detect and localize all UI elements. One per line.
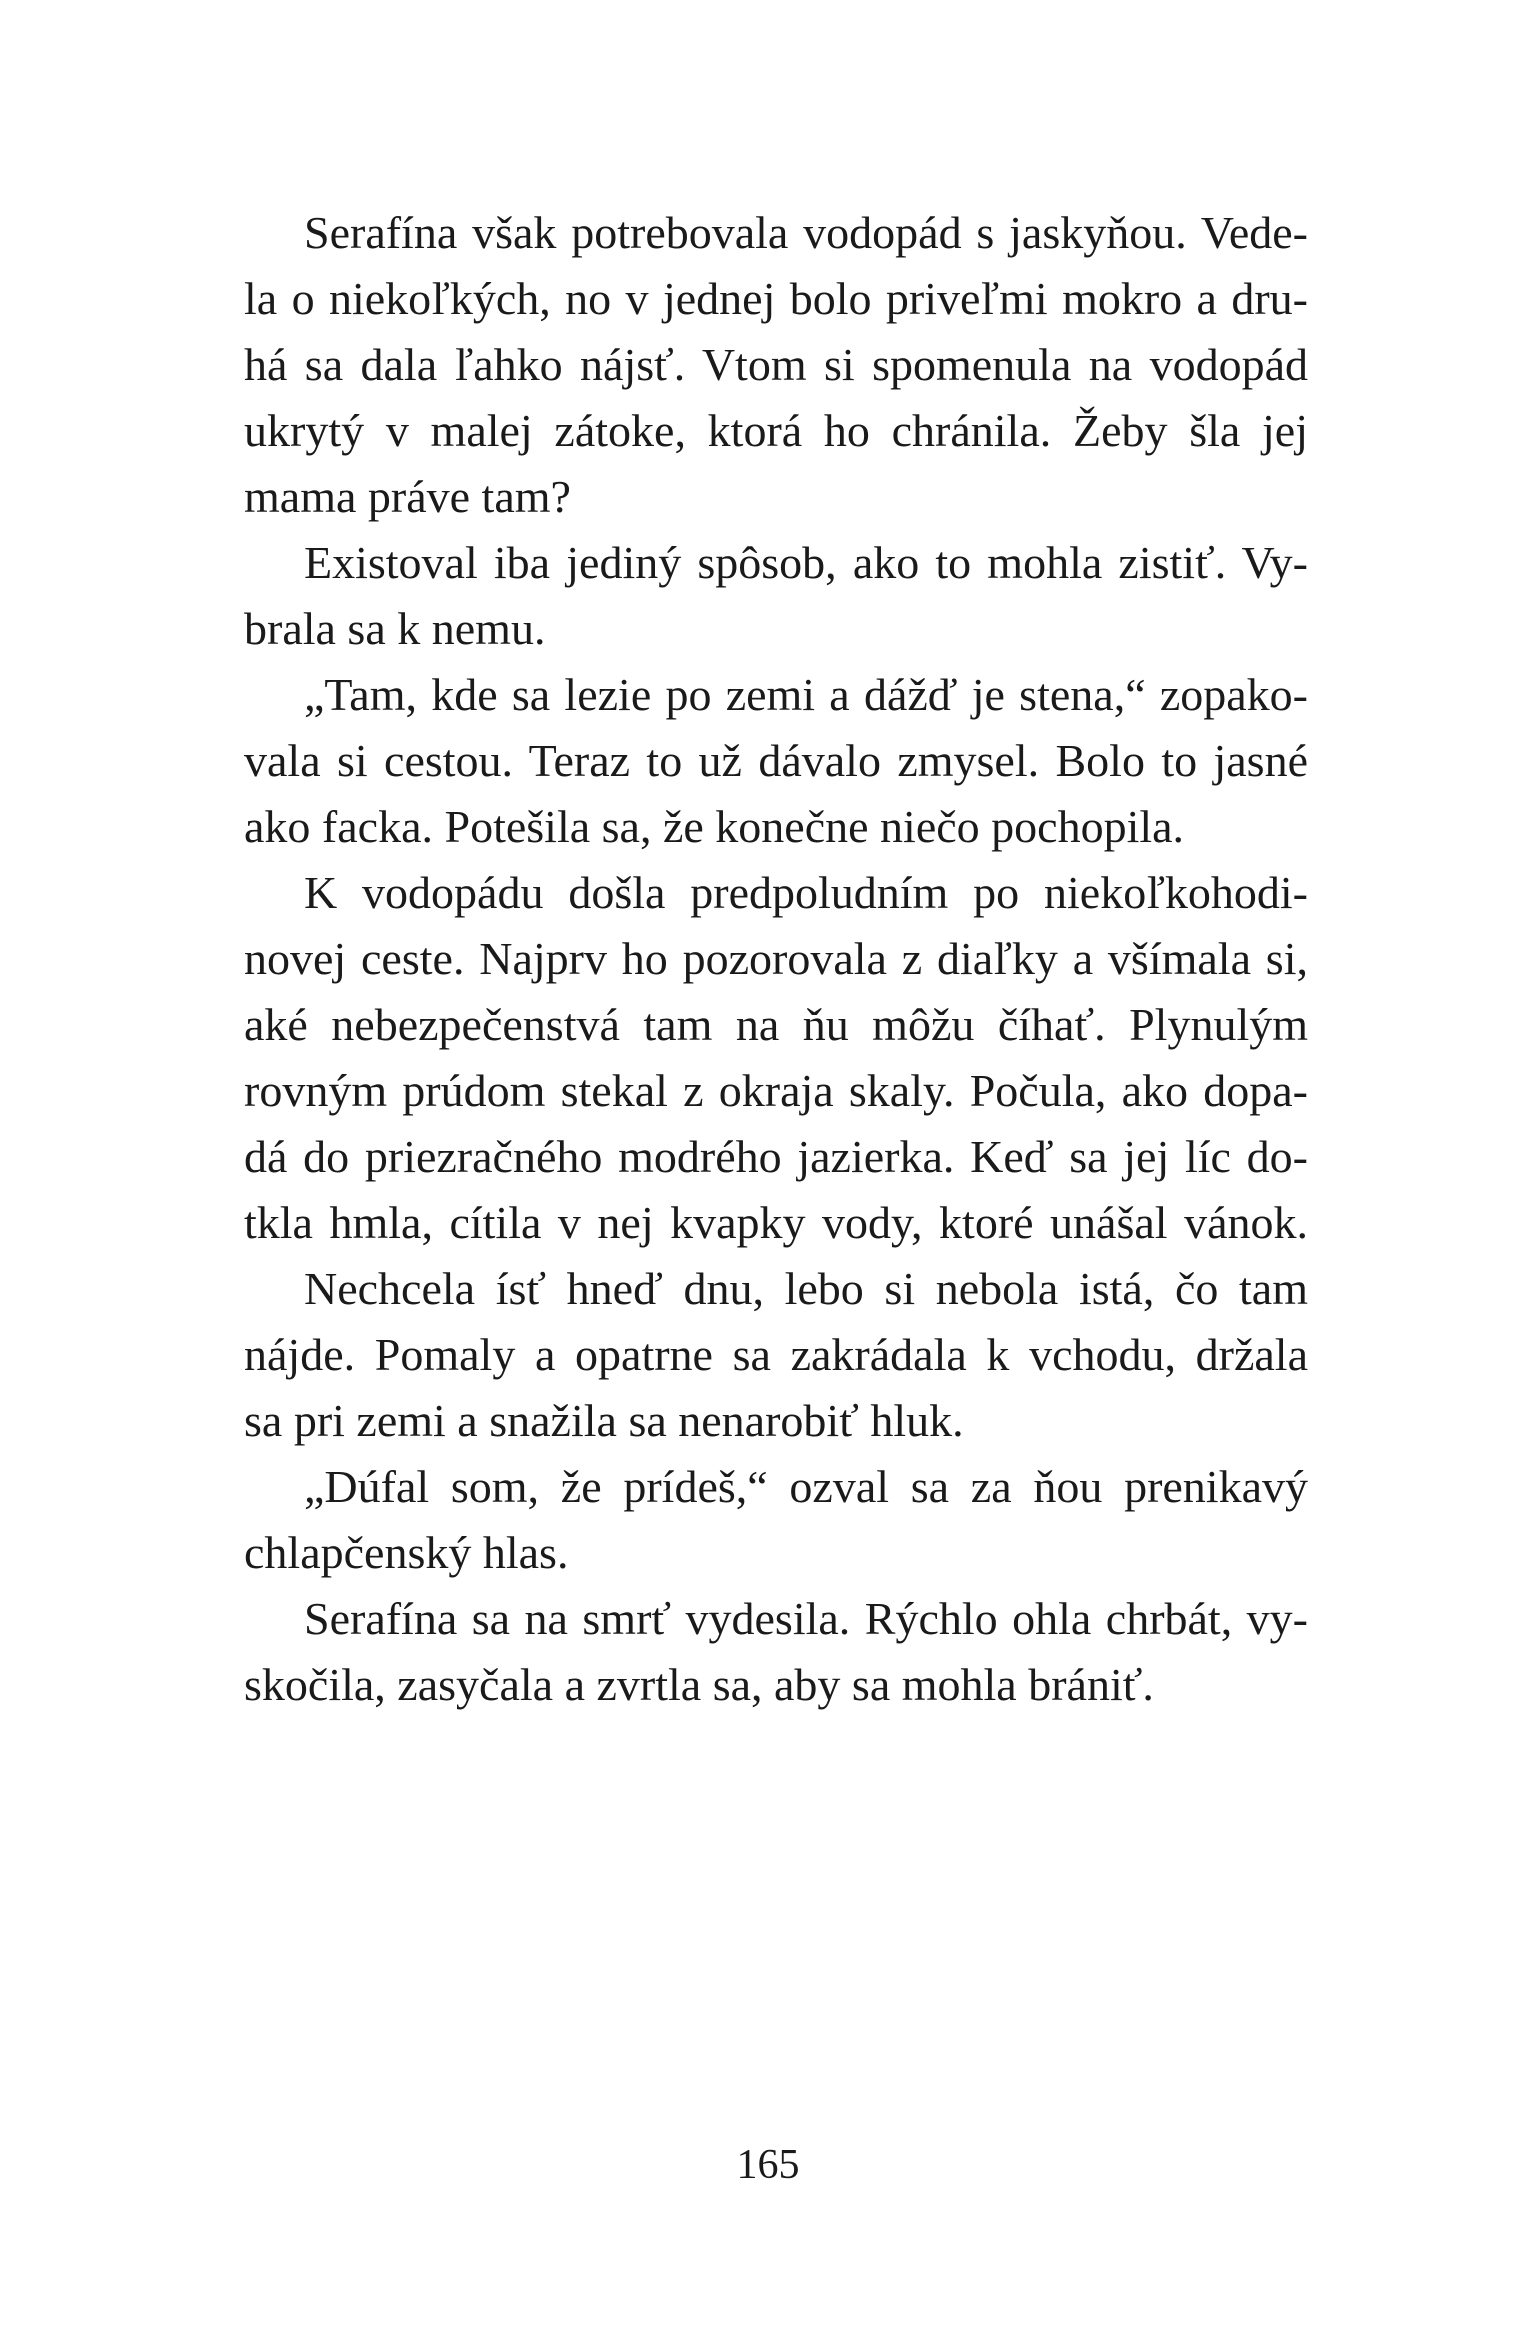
page-number: 165: [736, 2142, 800, 2188]
text-line: K vodopádu došla predpoludním po niekoľkohodi-: [304, 867, 1308, 918]
text-line: novej ceste. Najprv ho pozorovala z diaľky a všímala si,: [244, 933, 1308, 984]
text-line: dá do priezračného modrého jazierka. Keď sa jej líc do-: [244, 1131, 1308, 1182]
text-line: brala sa k nemu.: [244, 603, 546, 654]
text-line: chlapčenský hlas.: [244, 1527, 569, 1578]
text-line: Existoval iba jediný spôsob, ako to mohla zistiť. Vy-: [304, 537, 1308, 588]
text-line: „Tam, kde sa lezie po zemi a dážď je stena,“ zopako-: [304, 669, 1308, 720]
text-line: Nechcela ísť hneď dnu, lebo si nebola istá, čo tam: [304, 1263, 1308, 1314]
text-line: la o niekoľkých, no v jednej bolo priveľmi mokro a dru-: [244, 273, 1308, 324]
text-line: ako facka. Potešila sa, že konečne niečo pochopila.: [244, 801, 1185, 852]
text-line: aké nebezpečenstvá tam na ňu môžu číhať. Plynulým: [244, 999, 1308, 1050]
text-line: há sa dala ľahko nájsť. Vtom si spomenula na vodopád: [244, 339, 1308, 390]
text-line: mama práve tam?: [244, 471, 571, 522]
text-line: rovným prúdom stekal z okraja skaly. Počula, ako dopa-: [244, 1065, 1308, 1116]
text-line: skočila, zasyčala a zvrtla sa, aby sa mohla brániť.: [244, 1659, 1154, 1710]
text-line: ukrytý v malej zátoke, ktorá ho chránila. Žeby šla jej: [244, 405, 1308, 456]
text-line: Serafína však potrebovala vodopád s jaskyňou. Vede-: [304, 207, 1308, 258]
text-line: sa pri zemi a snažila sa nenarobiť hluk.: [244, 1395, 964, 1446]
text-line: „Dúfal som, že prídeš,“ ozval sa za ňou prenikavý: [304, 1461, 1308, 1512]
text-line: tkla hmla, cítila v nej kvapky vody, ktoré unášal vánok.: [244, 1197, 1308, 1248]
text-line: nájde. Pomaly a opatrne sa zakrádala k vchodu, držala: [244, 1329, 1308, 1380]
text-line: Serafína sa na smrť vydesila. Rýchlo ohla chrbát, vy-: [304, 1593, 1308, 1644]
text-line: vala si cestou. Teraz to už dávalo zmysel. Bolo to jasné: [244, 735, 1308, 786]
